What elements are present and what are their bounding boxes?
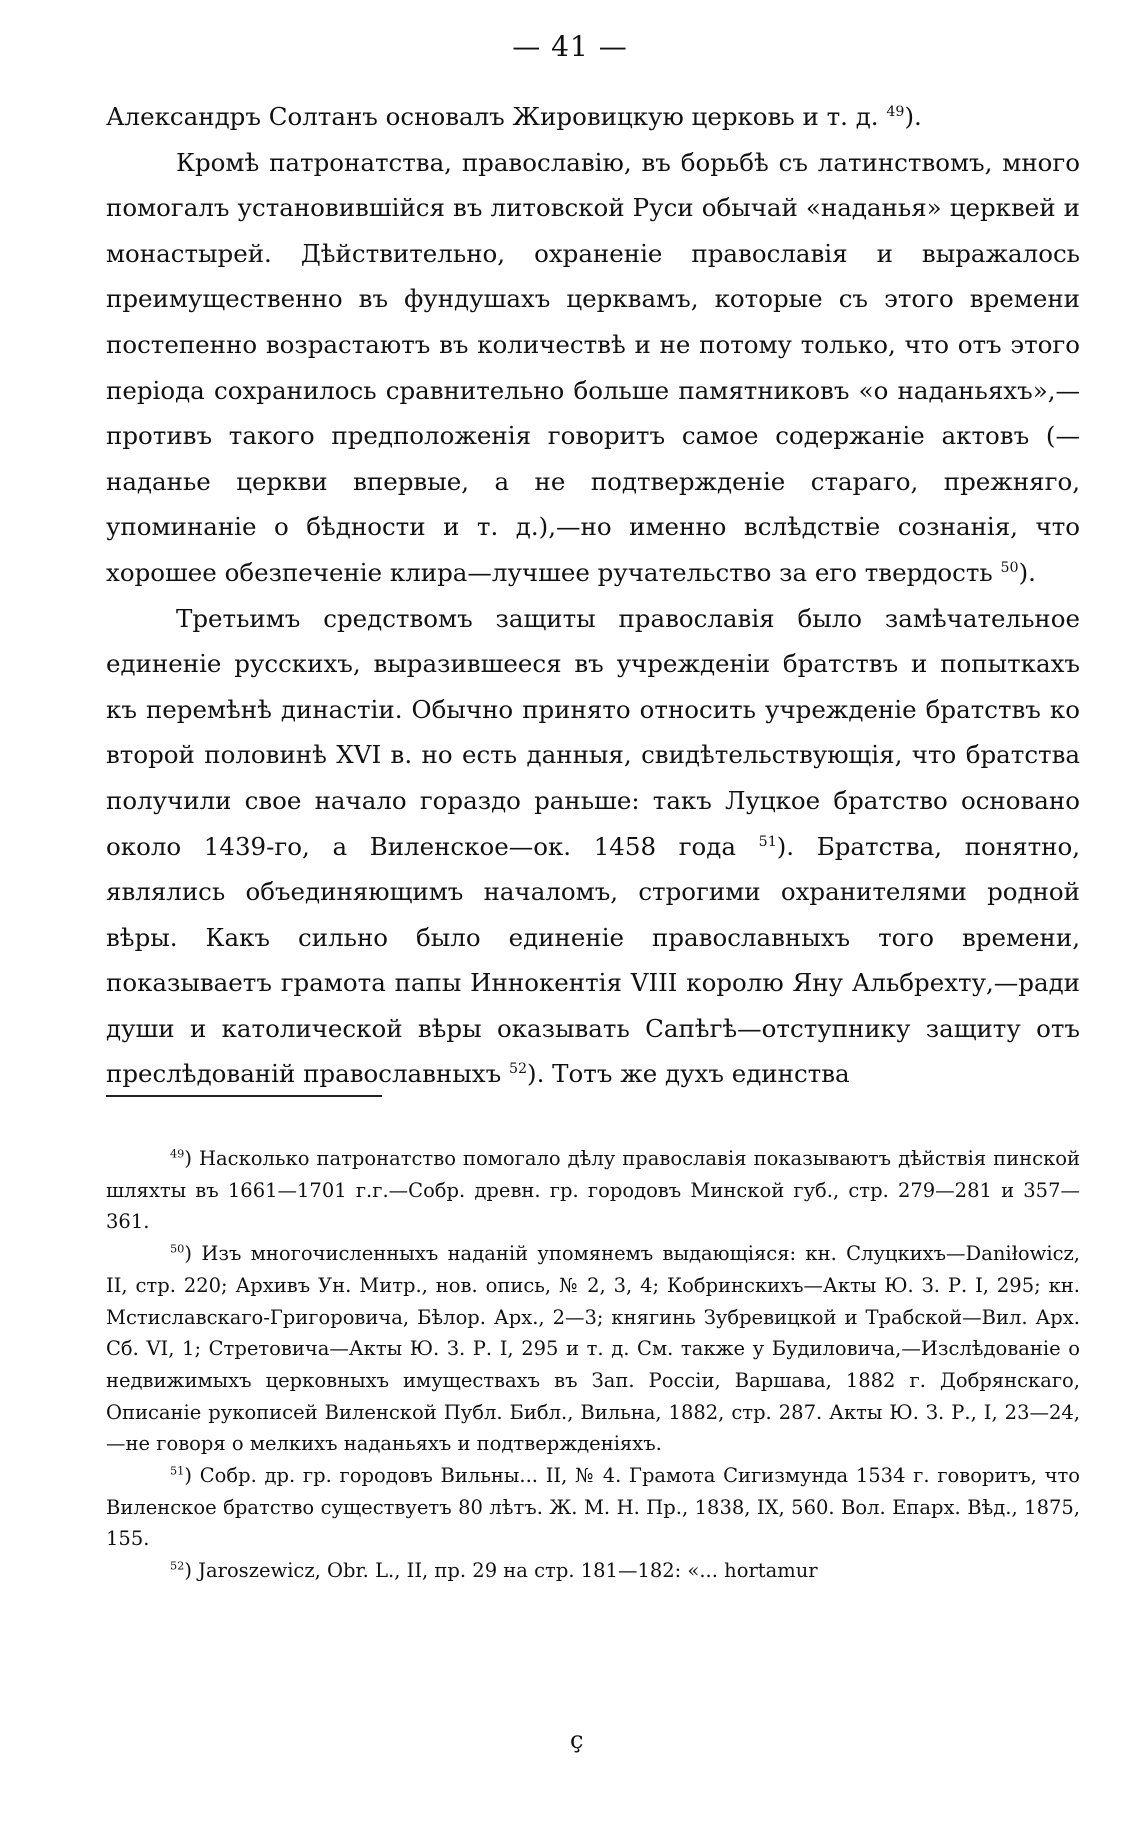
footnote-separator bbox=[106, 1095, 382, 1097]
footnote-ref-52: 52 bbox=[508, 1061, 528, 1078]
main-text bbox=[106, 94, 1080, 1097]
footnote-paren: ) bbox=[184, 1464, 192, 1488]
footnote-text: Собр. др. гр. городовъ Вильны... II, № 4. Грамота Сигизмунда 1534 г. говоритъ, что Виленское братство существуетъ 80 лѣтъ. Ж. М. Н. Пр., 1838, IX, 560. Вол. Епарх. Вѣд., 1875, 155. bbox=[106, 1464, 1080, 1551]
footnote-number: 50 bbox=[170, 1242, 185, 1256]
footnote-51 bbox=[106, 1460, 1080, 1555]
footnote-text: Насколько патронатство помогало дѣлу православія показываютъ дѣйствія пинской шляхты въ 1661—1701 г.г.—Собр. древн. гр. городовъ Минской губ., стр. 279—281 и 357—361. bbox=[106, 1147, 1080, 1234]
paragraph-3-text-b: ). Братства, понятно, являлись объединяющимъ началомъ, строгими охранителями родной вѣры. Какъ сильно было единеніе православныхъ того времени, показываетъ грамота папы Иннокентія VIII королю Яну Альбрехту,—ради души и католической вѣры оказывать Сапѣгѣ—отступнику защиту отъ преслѣдованій православныхъ bbox=[106, 831, 1080, 1089]
footnote-paren: ) bbox=[184, 1559, 192, 1583]
paragraph-2-end: ). bbox=[1018, 557, 1036, 587]
footnote-ref-51: 51 bbox=[758, 833, 777, 850]
footnote-text: Jaroszewicz, Obr. L., II, пр. 29 на стр. 181—182: «... hortamur bbox=[191, 1559, 818, 1583]
footnote-paren: ) bbox=[184, 1242, 192, 1266]
footnote-number: 52 bbox=[170, 1559, 185, 1573]
footnote-49 bbox=[106, 1143, 1080, 1238]
paragraph-2-text: Кромѣ патронатства, православію, въ борьбѣ съ латинствомъ, много помогалъ установившійся въ литовской Руси обычай «наданья» церквей и монастырей. Дѣйствительно, охраненіе православія и выражалось преимущественно въ фундушахъ церквамъ, которые съ этого времени постепенно возрастаютъ въ количествѣ и не потому только, что отъ этого періода сохранилось сравнительно больше памятниковъ «о наданьяхъ»,—противъ такого предположенія говоритъ самое содержаніе актовъ (—наданье церкви впервые, а не подтвержденіе стараго, прежняго, упоминаніе о бѣдности и т. д.),—но именно вслѣдствіе сознанія, что хорошее обезпеченіе клира—лучшее ручательство за его твердость bbox=[106, 147, 1080, 587]
footnote-paren: ) bbox=[184, 1147, 192, 1170]
footnote-number: 51 bbox=[170, 1464, 185, 1478]
paragraph-1 bbox=[106, 94, 1080, 140]
footnote-text: Изъ многочисленныхъ наданій упомянемъ выдающіяся: кн. Слуцкихъ—Daniłowicz, II, стр. 220; Архивъ Ун. Митр., нов. опись, № 2, 3, 4; Кобринскихъ—Акты Ю. З. Р. I, 295; кн. Мстиславскаго-Григоровича, Бѣлор. Арх., 2—3; княгинь Зубревицкой и Трабской—Вил. Арх. Сб. VI, 1; Стретовича—Акты Ю. З. Р. I, 295 и т. д. См. также у Будиловича,—Изслѣдованіе о недвижимыхъ церковныхъ имуществахъ въ Зап. Россіи, Варшава, 1882 г. Добрянскаго, Описаніе рукописей Виленской Публ. Библ., Вильна, 1882, стр. 287. Акты Ю. З. Р., I, 23—24,—не говоря о мелкихъ наданьяхъ и подтвержденіяхъ. bbox=[106, 1242, 1080, 1456]
page-number: — 41 — bbox=[512, 30, 628, 63]
footnote-52 bbox=[106, 1555, 1080, 1587]
paragraph-3-text-a: Третьимъ средствомъ защиты православія было замѣчательное единеніе русскихъ, выразившееся въ учрежденіи братствъ и попыткахъ къ перемѣнѣ династіи. Обычно принято относить учрежденіе братствъ ко второй половинѣ XVI в. но есть данныя, свидѣтельствующія, что братства получили свое начало гораздо раньше: такъ Луцкое братство основано около 1439-го, а Виленское—ок. 1458 года bbox=[106, 603, 1080, 861]
paragraph-2 bbox=[106, 140, 1080, 596]
footnote-ref-50: 50 bbox=[1000, 559, 1019, 576]
paragraph-3-text-c: ). Тотъ же духъ единства bbox=[527, 1059, 850, 1089]
footnote-ref-49: 49 bbox=[886, 103, 905, 120]
paragraph-1-end: ). bbox=[904, 102, 922, 131]
paragraph-1-text: Александръ Солтанъ основалъ Жировицкую церковь и т. д. bbox=[106, 102, 887, 131]
signature-mark: ç bbox=[570, 1726, 584, 1754]
footnote-number: 49 bbox=[170, 1147, 185, 1161]
paragraph-3 bbox=[106, 596, 1080, 1098]
footnotes bbox=[106, 1143, 1080, 1587]
footnote-50 bbox=[106, 1238, 1080, 1460]
